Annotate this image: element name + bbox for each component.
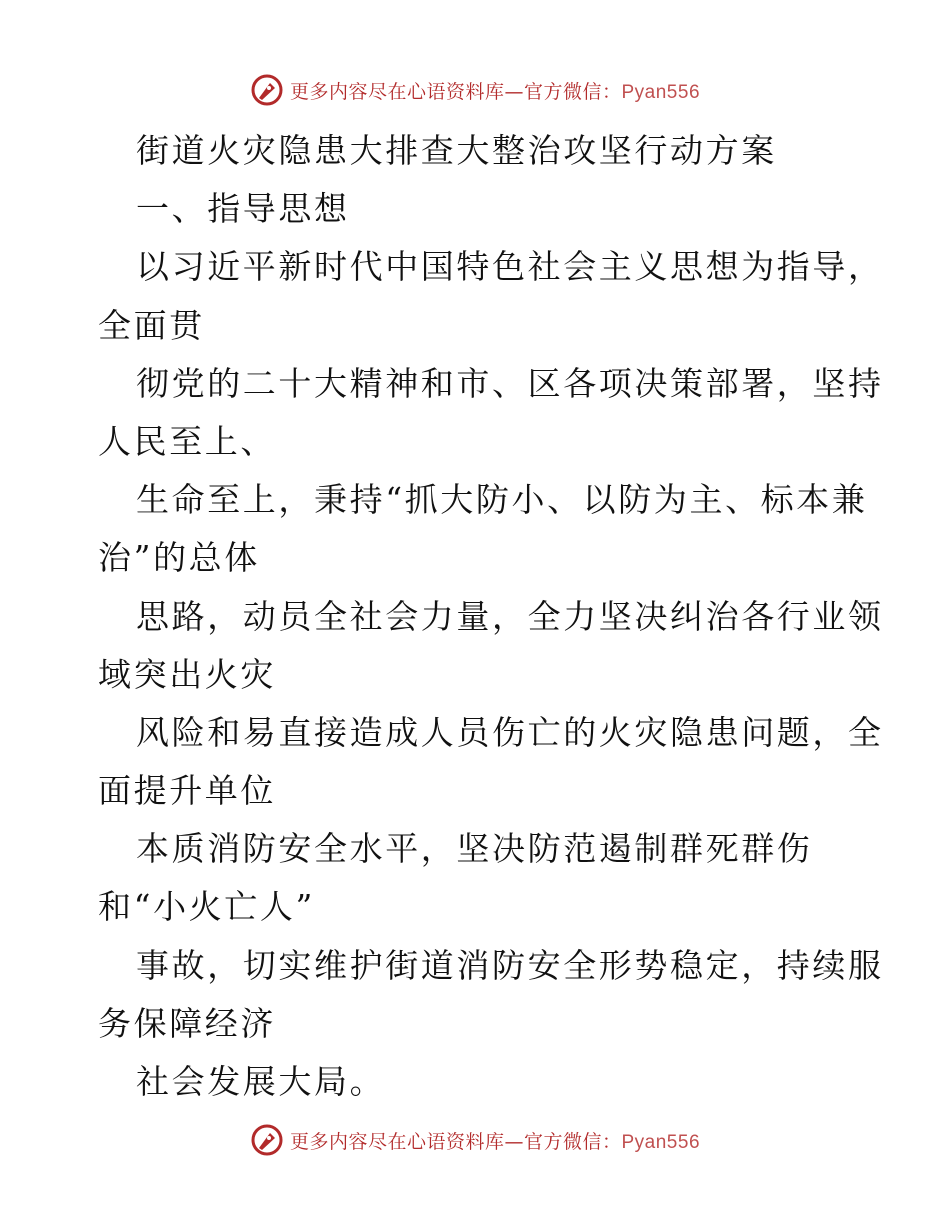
paragraph-line: 思路，动员全社会力量，全力坚决纠治各行业领 <box>136 596 884 636</box>
watermark-text: 更多内容尽在心语资料库—官方微信：Pyan556 <box>289 80 701 103</box>
watermark-banner-bottom <box>0 1120 950 1160</box>
pen-nib-circle-icon <box>250 1123 284 1157</box>
pen-nib-circle-icon <box>250 73 284 107</box>
paragraph-line: 事故，切实维护街道消防安全形势稳定，持续服 <box>136 945 884 985</box>
document-body <box>98 122 884 1111</box>
section-heading: 一、指导思想 <box>136 189 350 229</box>
paragraph-line: 域突出火灾 <box>98 654 276 694</box>
paragraph-line: 和“小火亡人” <box>98 887 315 927</box>
paragraph-line: 生命至上，秉持“抓大防小、以防为主、标本兼 <box>136 480 868 520</box>
paragraph-line: 面提升单位 <box>98 771 276 811</box>
paragraph-line: 社会发展大局。 <box>136 1062 386 1101</box>
document-title: 街道火灾隐患大排查大整治攻坚行动方案 <box>136 131 777 170</box>
paragraph-line: 本质消防安全水平，坚决防范遏制群死群伤 <box>136 829 813 869</box>
watermark-text: 更多内容尽在心语资料库—官方微信：Pyan556 <box>289 1130 701 1153</box>
paragraph-line: 以习近平新时代中国特色社会主义思想为指导， <box>136 247 884 287</box>
paragraph-line: 彻党的二十大精神和市、区各项决策部署，坚持 <box>136 363 884 403</box>
paragraph-lines <box>98 238 884 1111</box>
paragraph-line: 治”的总体 <box>98 538 260 578</box>
paragraph-line: 风险和易直接造成人员伤亡的火灾隐患问题，全 <box>136 712 884 752</box>
watermark-banner-top <box>0 70 950 110</box>
paragraph-line: 人民至上、 <box>98 421 276 461</box>
paragraph-line: 务保障经济 <box>98 1003 276 1043</box>
paragraph-line: 全面贯 <box>98 305 205 345</box>
